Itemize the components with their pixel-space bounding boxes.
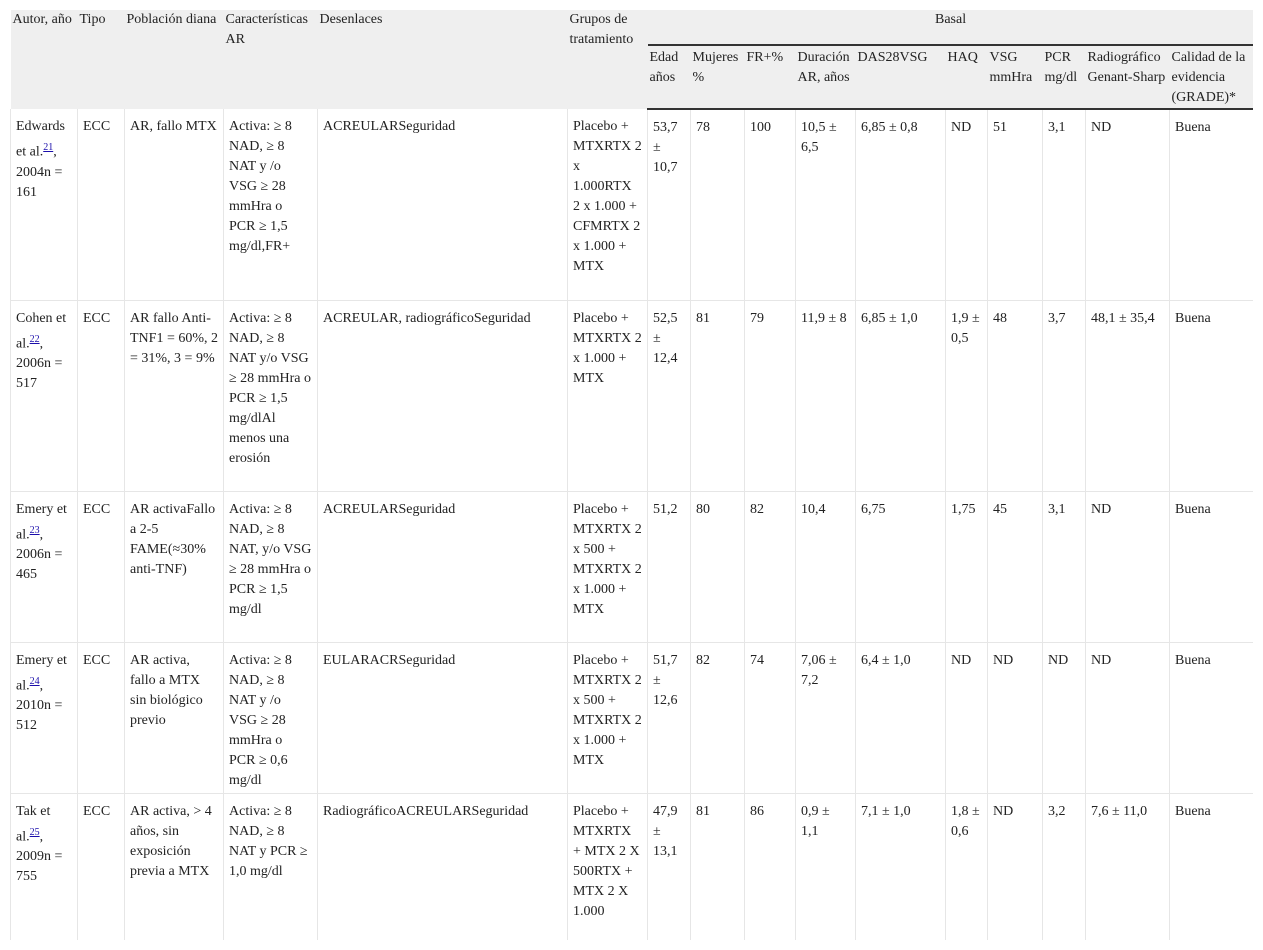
cell-caracteristicas: Activa: ≥ 8 NAD, ≥ 8 NAT y /o VSG ≥ 28 mmHra o PCR ≥ 1,5 mg/dl,FR+	[224, 109, 318, 300]
cell-das28: 6,75	[856, 491, 946, 642]
cell-duracion: 11,9 ± 8	[796, 300, 856, 491]
cell-haq: 1,8 ± 0,6	[946, 793, 988, 940]
header-pcr: PCR mg/dl	[1043, 45, 1086, 109]
cell-vsg: 51	[988, 109, 1043, 300]
header-calidad: Calidad de la evidencia (GRADE)*	[1170, 45, 1254, 109]
header-caracteristicas: Características AR	[224, 10, 318, 109]
reference-link[interactable]: 22	[29, 333, 40, 345]
header-haq: HAQ	[946, 45, 988, 109]
cell-mujeres: 81	[691, 300, 745, 491]
reference-link[interactable]: 21	[43, 142, 54, 153]
cell-desenlaces: RadiográficoACREULARSeguridad	[318, 793, 568, 940]
reference-link[interactable]: 23	[29, 524, 40, 536]
cell-vsg: 48	[988, 300, 1043, 491]
cell-duracion: 7,06 ± 7,2	[796, 642, 856, 793]
header-autor: Autor, año	[11, 10, 78, 109]
reference-link[interactable]: 25	[29, 826, 40, 838]
header-das28: DAS28VSG	[856, 45, 946, 109]
cell-radiografico: ND	[1086, 491, 1170, 642]
cell-desenlaces: EULARACRSeguridad	[318, 642, 568, 793]
header-mujeres: Mujeres %	[691, 45, 745, 109]
cell-fr: 100	[745, 109, 796, 300]
cell-pcr: 3,7	[1043, 300, 1086, 491]
cell-autor: Cohen et al.$^{22}$, 2006n = 517	[11, 300, 78, 491]
cell-duracion: 10,5 ± 6,5	[796, 109, 856, 300]
cell-poblacion: AR activaFallo a 2-5 FAME(≈30% anti-TNF)	[125, 491, 224, 642]
cell-duracion: 10,4	[796, 491, 856, 642]
cell-fr: 79	[745, 300, 796, 491]
cell-das28: 6,85 ± 0,8	[856, 109, 946, 300]
cell-das28: 7,1 ± 1,0	[856, 793, 946, 940]
cell-poblacion: AR activa, fallo a MTX sin biológico previo	[125, 642, 224, 793]
cell-grupos: Placebo + MTXRTX 2 x 500 + MTXRTX 2 x 1.000 + MTX	[568, 491, 648, 642]
cell-tipo: ECC	[78, 793, 125, 940]
cell-caracteristicas: Activa: ≥ 8 NAD, ≥ 8 NAT y/o VSG ≥ 28 mmHra o PCR ≥ 1,5 mg/dlAl menos una erosión	[224, 300, 318, 491]
cell-haq: 1,9 ± 0,5	[946, 300, 988, 491]
cell-tipo: ECC	[78, 300, 125, 491]
cell-pcr: 3,1	[1043, 491, 1086, 642]
cell-haq: ND	[946, 642, 988, 793]
header-poblacion: Población diana	[125, 10, 224, 109]
cell-autor: Emery et al.$^{24}$, 2010n = 512	[11, 642, 78, 793]
cell-grupos: Placebo + MTXRTX + MTX 2 X 500RTX + MTX 2 X 1.000	[568, 793, 648, 940]
header-desenlaces: Desenlaces	[318, 10, 568, 109]
cell-poblacion: AR fallo Anti-TNF1 = 60%, 2 = 31%, 3 = 9%	[125, 300, 224, 491]
cell-fr: 74	[745, 642, 796, 793]
cell-mujeres: 78	[691, 109, 745, 300]
cell-mujeres: 82	[691, 642, 745, 793]
cell-fr: 82	[745, 491, 796, 642]
cell-autor: Emery et al.$^{23}$, 2006n = 465	[11, 491, 78, 642]
cell-tipo: ECC	[78, 642, 125, 793]
cell-autor: Edwards et al.$^{21}$, 2004n = 161	[11, 109, 78, 300]
cell-vsg: 45	[988, 491, 1043, 642]
reference-link[interactable]: 24	[29, 675, 40, 687]
cell-duracion: 0,9 ± 1,1	[796, 793, 856, 940]
header-edad: Edad años	[648, 45, 691, 109]
cell-grupos: Placebo + MTXRTX 2 x 1.000RTX 2 x 1.000 + CFMRTX 2 x 1.000 + MTX	[568, 109, 648, 300]
cell-mujeres: 81	[691, 793, 745, 940]
cell-desenlaces: ACREULARSeguridad	[318, 109, 568, 300]
cell-grupos: Placebo + MTXRTX 2 x 500 + MTXRTX 2 x 1.000 + MTX	[568, 642, 648, 793]
cell-edad: 52,5 ± 12,4	[648, 300, 691, 491]
header-grupos: Grupos de tratamiento	[568, 10, 648, 109]
evidence-table	[10, 10, 1253, 940]
cell-poblacion: AR activa, > 4 años, sin exposición previa a MTX	[125, 793, 224, 940]
cell-grupos: Placebo + MTXRTX 2 x 1.000 + MTX	[568, 300, 648, 491]
cell-vsg: ND	[988, 642, 1043, 793]
cell-caracteristicas: Activa: ≥ 8 NAD, ≥ 8 NAT y /o VSG ≥ 28 mmHra o PCR ≥ 0,6 mg/dl	[224, 642, 318, 793]
table-row	[11, 300, 1254, 491]
table-row	[11, 642, 1254, 793]
cell-desenlaces: ACREULARSeguridad	[318, 491, 568, 642]
header-tipo: Tipo	[78, 10, 125, 109]
cell-radiografico: ND	[1086, 642, 1170, 793]
cell-haq: 1,75	[946, 491, 988, 642]
table-header	[11, 10, 1254, 109]
header-radiografico: Radiográfico Genant-Sharp	[1086, 45, 1170, 109]
cell-desenlaces: ACREULAR, radiográficoSeguridad	[318, 300, 568, 491]
table-row	[11, 109, 1254, 300]
cell-pcr: 3,1	[1043, 109, 1086, 300]
cell-edad: 53,7 ± 10,7	[648, 109, 691, 300]
cell-radiografico: 7,6 ± 11,0	[1086, 793, 1170, 940]
table-row	[11, 793, 1254, 940]
cell-calidad: Buena	[1170, 109, 1254, 300]
cell-calidad: Buena	[1170, 491, 1254, 642]
cell-edad: 51,2	[648, 491, 691, 642]
cell-radiografico: ND	[1086, 109, 1170, 300]
header-vsg: VSG mmHra	[988, 45, 1043, 109]
cell-tipo: ECC	[78, 491, 125, 642]
cell-calidad: Buena	[1170, 300, 1254, 491]
table-row	[11, 491, 1254, 642]
cell-caracteristicas: Activa: ≥ 8 NAD, ≥ 8 NAT y PCR ≥ 1,0 mg/dl	[224, 793, 318, 940]
cell-mujeres: 80	[691, 491, 745, 642]
cell-caracteristicas: Activa: ≥ 8 NAD, ≥ 8 NAT, y/o VSG ≥ 28 mmHra o PCR ≥ 1,5 mg/dl	[224, 491, 318, 642]
cell-edad: 47,9 ± 13,1	[648, 793, 691, 940]
evidence-table-container	[10, 10, 1253, 940]
header-duracion: Duración AR, años	[796, 45, 856, 109]
cell-autor: Tak et al.$^{25}$, 2009n = 755	[11, 793, 78, 940]
header-basal: Basal	[648, 10, 1254, 45]
cell-radiografico: 48,1 ± 35,4	[1086, 300, 1170, 491]
cell-pcr: ND	[1043, 642, 1086, 793]
header-fr: FR+%	[745, 45, 796, 109]
cell-vsg: ND	[988, 793, 1043, 940]
cell-poblacion: AR, fallo MTX	[125, 109, 224, 300]
cell-fr: 86	[745, 793, 796, 940]
cell-pcr: 3,2	[1043, 793, 1086, 940]
cell-calidad: Buena	[1170, 642, 1254, 793]
cell-das28: 6,85 ± 1,0	[856, 300, 946, 491]
cell-edad: 51,7 ± 12,6	[648, 642, 691, 793]
cell-calidad: Buena	[1170, 793, 1254, 940]
cell-tipo: ECC	[78, 109, 125, 300]
table-body	[11, 109, 1254, 940]
cell-das28: 6,4 ± 1,0	[856, 642, 946, 793]
cell-haq: ND	[946, 109, 988, 300]
